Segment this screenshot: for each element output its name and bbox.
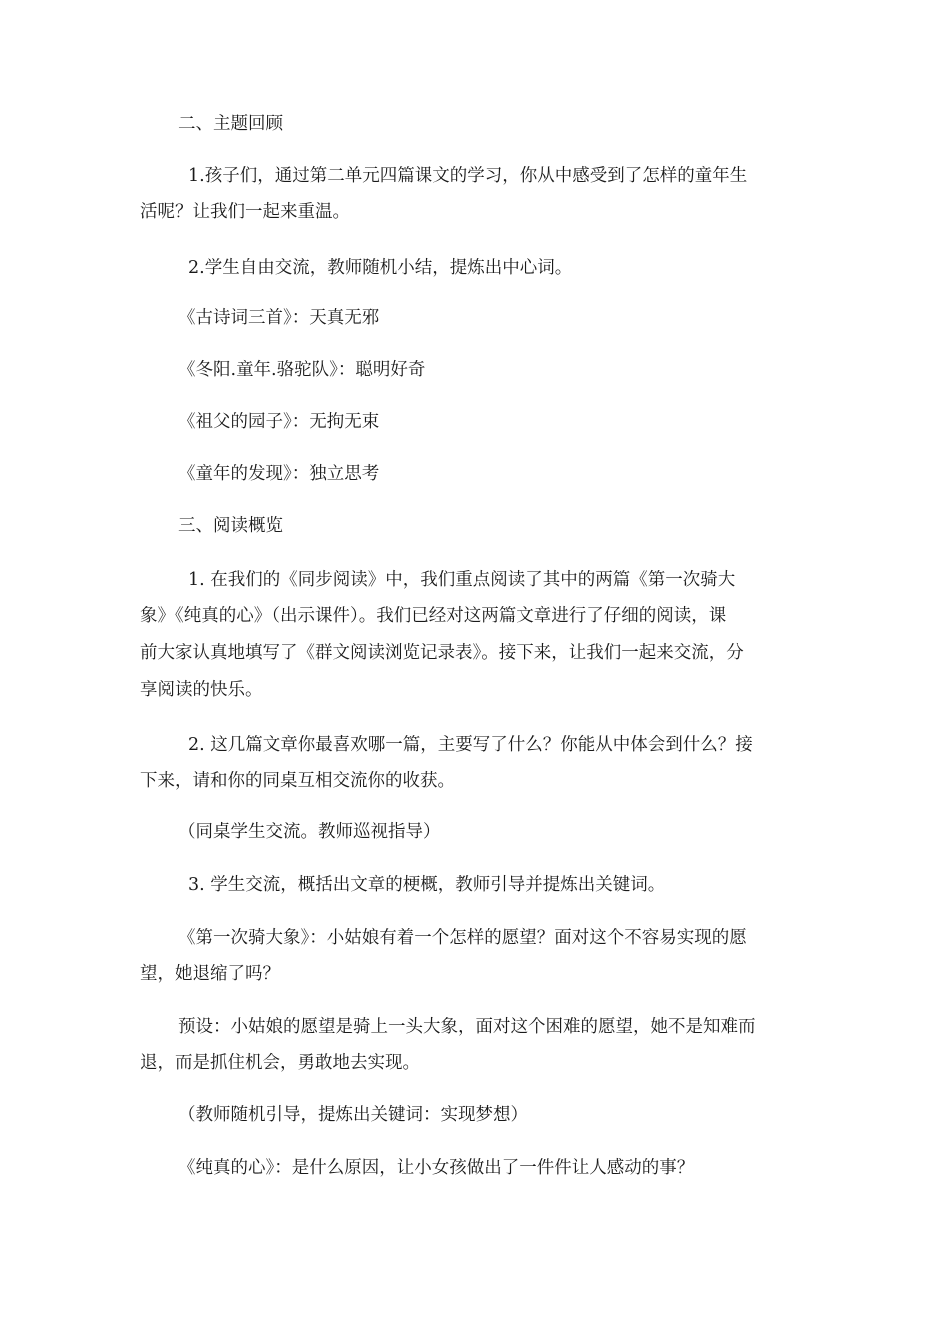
section-heading-reading-overview: 三、阅读概览 <box>178 516 283 536</box>
paragraph-line: 3. 学生交流，概括出文章的梗概，教师引导并提炼出关键词。 <box>188 875 666 895</box>
paragraph-line: 1.孩子们，通过第二单元四篇课文的学习，你从中感受到了怎样的童年生 <box>188 166 748 186</box>
keyword-line: 《童年的发现》：独立思考 <box>178 464 380 484</box>
paragraph-line: 《纯真的心》：是什么原因，让小女孩做出了一件件让人感动的事？ <box>178 1158 695 1178</box>
paragraph-line: 预设：小姑娘的愿望是骑上一头大象，面对这个困难的愿望，她不是知难而 <box>178 1017 756 1037</box>
paragraph-line: （教师随机引导，提炼出关键词：实现梦想） <box>178 1105 528 1125</box>
paragraph-line: 1. 在我们的《同步阅读》中，我们重点阅读了其中的两篇《第一次骑大 <box>188 570 736 590</box>
paragraph-line: 2.学生自由交流，教师随机小结，提炼出中心词。 <box>188 258 573 278</box>
paragraph-line: 2. 这几篇文章你最喜欢哪一篇，主要写了什么？你能从中体会到什么？接 <box>188 735 753 755</box>
paragraph-line: 享阅读的快乐。 <box>140 680 263 700</box>
paragraph-line: 望，她退缩了吗？ <box>140 964 280 984</box>
keyword-line: 《古诗词三首》：天真无邪 <box>178 308 380 328</box>
keyword-line: 《祖父的园子》：无拘无束 <box>178 412 380 432</box>
paragraph-line: 退，而是抓住机会，勇敢地去实现。 <box>140 1053 420 1073</box>
paragraph-line: 《第一次骑大象》：小姑娘有着一个怎样的愿望？面对这个不容易实现的愿 <box>178 928 747 948</box>
paragraph-line: （同桌学生交流。教师巡视指导） <box>178 822 441 842</box>
section-heading-theme-review: 二、主题回顾 <box>178 114 283 134</box>
keyword-line: 《冬阳.童年.骆驼队》：聪明好奇 <box>178 360 426 380</box>
paragraph-line: 前大家认真地填写了《群文阅读浏览记录表》。接下来，让我们一起来交流，分 <box>140 643 744 663</box>
paragraph-line: 下来，请和你的同桌互相交流你的收获。 <box>140 771 455 791</box>
paragraph-line: 活呢？让我们一起来重温。 <box>140 202 350 222</box>
paragraph-line: 象》《纯真的心》（出示课件）。我们已经对这两篇文章进行了仔细的阅读，课 <box>140 606 727 626</box>
